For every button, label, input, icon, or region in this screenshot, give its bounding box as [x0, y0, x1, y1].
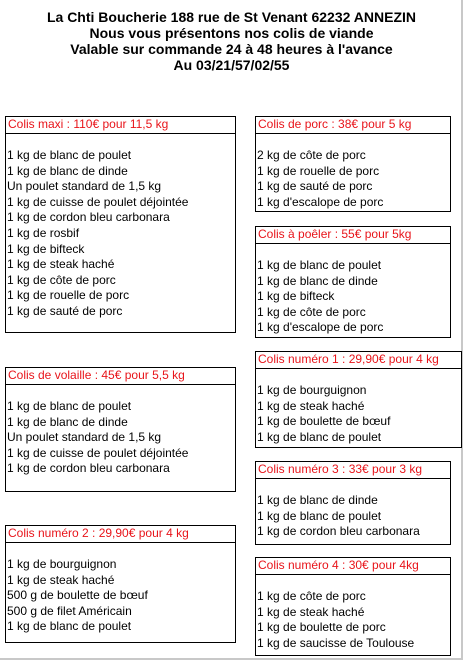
colis-item: 1 kg de blanc de poulet: [7, 399, 132, 413]
colis-item: 1 kg de sauté de porc: [257, 179, 373, 194]
colis-items: [256, 134, 450, 210]
colis-items: [256, 244, 450, 336]
colis-item: 1 kg de boulette de porc: [257, 620, 386, 635]
colis-item: 1 kg de rouelle de porc: [257, 163, 380, 178]
colis-item: 2 kg de côte de porc: [257, 148, 366, 162]
colis-item: 1 kg de blanc de dinde: [7, 414, 128, 429]
colis-a-poeler-box: [255, 226, 451, 338]
colis-item: 1 kg de steak haché: [257, 604, 365, 619]
header-line-phone: Au 03/21/57/02/55: [173, 57, 290, 73]
colis-volaille-box: [5, 367, 236, 492]
colis-item: 1 kg d'escalope de porc: [257, 320, 384, 335]
colis-item: 1 kg de blanc de poulet: [257, 508, 382, 523]
colis-maxi-box: [5, 116, 236, 333]
colis-item: 1 kg de cordon bleu carbonara: [7, 461, 170, 476]
colis-items: [256, 575, 450, 651]
colis-numero-4-box: [255, 557, 451, 656]
colis-item: 1 kg de steak haché: [257, 398, 365, 413]
colis-item: 1 kg de sauté de porc: [7, 303, 123, 318]
colis-item: 1 kg de blanc de poulet: [7, 148, 132, 162]
colis-item: Un poulet standard de 1,5 kg: [7, 430, 162, 445]
colis-item: 500 g de filet Américain: [7, 603, 132, 618]
colis-item: 1 kg de blanc de poulet: [257, 429, 382, 444]
colis-item: 1 kg d'escalope de porc: [257, 194, 384, 209]
header-line-intro: Nous vous présentons nos colis de viande: [89, 25, 374, 41]
colis-item: 1 kg de blanc de poulet: [257, 258, 382, 272]
colis-item: Un poulet standard de 1,5 kg: [7, 179, 162, 194]
colis-item: 1 kg de saucisse de Toulouse: [257, 635, 415, 650]
colis-item: 1 kg de cordon bleu carbonara: [7, 210, 170, 225]
colis-porc-box: [255, 116, 451, 212]
colis-items: [6, 134, 235, 320]
colis-title: Colis numéro 1 : 29,90€ pour 4 kg: [256, 352, 461, 369]
colis-title: Colis numéro 2 : 29,90€ pour 4 kg: [6, 526, 235, 543]
colis-item: 1 kg de rosbif: [7, 225, 80, 240]
colis-item: 1 kg de bourguignon: [7, 557, 117, 571]
colis-numero-1-box: [255, 351, 462, 448]
colis-item: 1 kg de cordon bleu carbonara: [257, 524, 420, 539]
colis-item: 1 kg de bifteck: [7, 241, 85, 256]
colis-item: 1 kg de blanc de dinde: [257, 493, 378, 507]
colis-item: 1 kg de bifteck: [257, 289, 335, 304]
colis-title: Colis de porc : 38€ pour 5 kg: [256, 117, 450, 134]
colis-item: 1 kg de cuisse de poulet déjointée: [7, 445, 189, 460]
colis-items: [6, 385, 235, 477]
colis-title: Colis numéro 4 : 30€ pour 4kg: [256, 558, 450, 575]
colis-items: [256, 369, 461, 445]
colis-item: 1 kg de bourguignon: [257, 383, 367, 397]
colis-item: 1 kg de rouelle de porc: [7, 288, 130, 303]
colis-numero-3-box: [255, 461, 451, 545]
colis-item: 1 kg de côte de porc: [7, 272, 116, 287]
colis-title: Colis de volaille : 45€ pour 5,5 kg: [6, 368, 235, 385]
colis-item: 1 kg de steak haché: [7, 572, 115, 587]
colis-title: Colis numéro 3 : 33€ pour 3 kg: [256, 462, 450, 479]
header: [0, 9, 463, 73]
colis-item: 1 kg de blanc de poulet: [7, 619, 132, 634]
colis-item: 1 kg de côte de porc: [257, 304, 366, 319]
colis-item: 1 kg de cuisse de poulet déjointée: [7, 194, 189, 209]
colis-item: 1 kg de côte de porc: [257, 589, 366, 603]
colis-title: Colis maxi : 110€ pour 11,5 kg: [6, 117, 235, 134]
colis-item: 1 kg de boulette de bœuf: [257, 414, 391, 429]
colis-item: 1 kg de blanc de dinde: [257, 273, 378, 288]
colis-item: 1 kg de blanc de dinde: [7, 163, 128, 178]
colis-item: 500 g de boulette de bœuf: [7, 588, 148, 603]
colis-item: 1 kg de steak haché: [7, 257, 115, 272]
header-line-validity: Valable sur commande 24 à 48 heures à l'avance: [70, 41, 393, 57]
colis-items: [256, 479, 450, 540]
header-line-shop: La Chti Boucherie 188 rue de St Venant 62232 ANNEZIN: [46, 9, 417, 25]
colis-numero-2-box: [5, 525, 236, 643]
colis-title: Colis à poêler : 55€ pour 5kg: [256, 227, 450, 244]
colis-items: [6, 543, 235, 635]
